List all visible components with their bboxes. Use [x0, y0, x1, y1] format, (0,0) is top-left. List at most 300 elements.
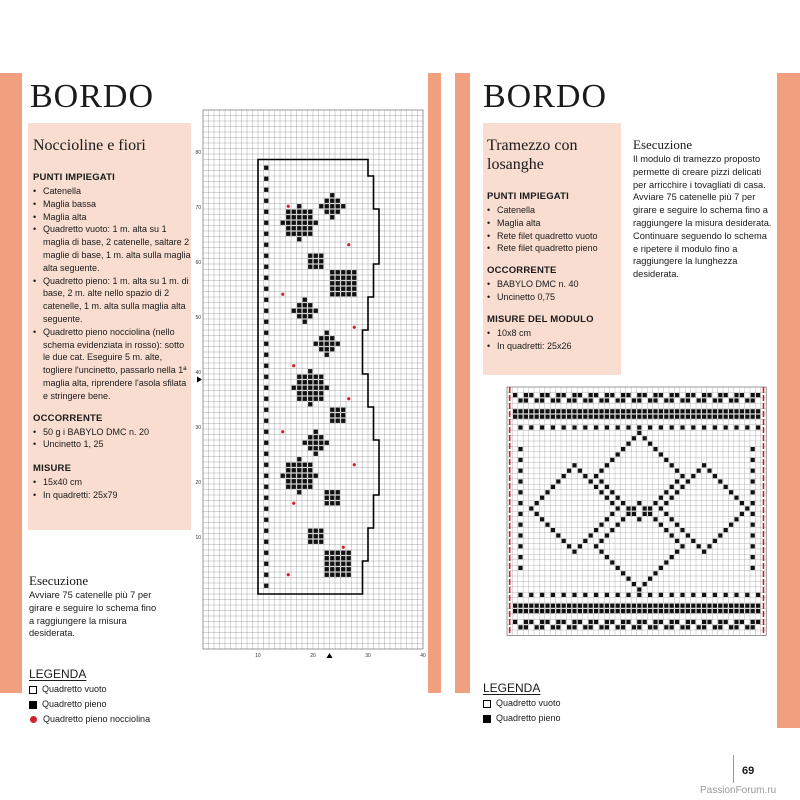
filled-cell	[325, 501, 329, 505]
filled-cell	[643, 415, 647, 419]
filled-cell	[325, 567, 329, 571]
filled-cell	[734, 393, 738, 397]
filled-cell	[653, 604, 657, 608]
filled-cell	[724, 528, 728, 532]
filled-cell	[594, 593, 598, 597]
filled-cell	[637, 431, 641, 435]
filled-cell	[518, 609, 522, 613]
y-tick-label: 80	[195, 150, 201, 156]
filled-cell	[319, 529, 323, 533]
filled-cell	[621, 517, 625, 521]
filled-cell	[336, 210, 340, 214]
filled-cell	[578, 415, 582, 419]
filled-cell	[751, 609, 755, 613]
filled-cell	[589, 604, 593, 608]
filled-cell	[540, 496, 544, 500]
filled-cell	[616, 415, 620, 419]
filled-cell	[281, 474, 285, 478]
filled-cell	[264, 232, 268, 236]
filled-cell	[325, 347, 329, 351]
filled-cell	[621, 625, 625, 629]
filled-cell	[594, 609, 598, 613]
filled-cell	[562, 415, 566, 419]
filled-cell	[686, 533, 690, 537]
filled-cell	[599, 523, 603, 527]
filled-cell	[330, 342, 334, 346]
filled-cell	[330, 292, 334, 296]
filled-cell	[314, 435, 318, 439]
filled-cell	[751, 490, 755, 494]
filled-cell	[330, 204, 334, 208]
filled-cell	[314, 375, 318, 379]
filled-cell	[264, 540, 268, 544]
filled-cell	[572, 604, 576, 608]
filled-cell	[632, 436, 636, 440]
filled-cell	[697, 409, 701, 413]
filled-cell	[264, 287, 268, 291]
filled-square-icon	[483, 715, 491, 723]
nocciolina-dot	[281, 293, 284, 296]
filled-cell	[325, 204, 329, 208]
filled-cell	[308, 303, 312, 307]
filled-cell	[292, 226, 296, 230]
filled-cell	[734, 609, 738, 613]
filled-cell	[626, 512, 630, 516]
filled-cell	[567, 469, 571, 473]
filled-cell	[308, 314, 312, 318]
filled-cell	[594, 415, 598, 419]
filled-cell	[680, 625, 684, 629]
filled-cell	[621, 415, 625, 419]
right-occorrente-heading: OCCORRENTE	[487, 265, 557, 277]
filled-cell	[292, 474, 296, 478]
left-punti-list	[33, 185, 191, 403]
legend-item: Quadretto vuoto	[29, 682, 150, 697]
filled-cell	[308, 468, 312, 472]
filled-cell	[264, 353, 268, 357]
filled-cell	[594, 544, 598, 548]
filled-cell	[718, 479, 722, 483]
side-arrow-icon	[197, 377, 202, 383]
y-tick-label: 70	[195, 205, 201, 211]
filled-cell	[325, 199, 329, 203]
filled-cell	[286, 226, 290, 230]
filled-cell	[551, 425, 555, 429]
filled-cell	[325, 496, 329, 500]
filled-cell	[518, 458, 522, 462]
filled-cell	[583, 593, 587, 597]
filled-cell	[518, 501, 522, 505]
filled-cell	[724, 415, 728, 419]
filled-cell	[670, 533, 674, 537]
filled-cell	[621, 409, 625, 413]
filled-cell	[524, 398, 528, 402]
filled-cell	[572, 625, 576, 629]
filled-cell	[616, 604, 620, 608]
filled-cell	[616, 625, 620, 629]
filled-cell	[664, 625, 668, 629]
filled-cell	[637, 625, 641, 629]
list-item: • Uncinetto 1, 25	[33, 438, 191, 451]
filled-cell	[292, 215, 296, 219]
filled-cell	[643, 604, 647, 608]
filled-cell	[347, 551, 351, 555]
filled-cell	[729, 490, 733, 494]
filled-cell	[702, 415, 706, 419]
filled-cell	[308, 380, 312, 384]
filled-cell	[297, 309, 301, 313]
filled-cell	[637, 425, 641, 429]
filled-cell	[610, 409, 614, 413]
filled-cell	[648, 625, 652, 629]
filled-cell	[578, 604, 582, 608]
list-item: • Maglia alta	[33, 211, 191, 224]
filled-cell	[729, 609, 733, 613]
filled-cell	[336, 287, 340, 291]
list-item: • Quadretto vuoto: 1 m. alta su 1 maglia di base, 2 catenelle, saltare 2 maglie di base, 1 m. alta sulla maglia alta seguente.	[33, 223, 191, 274]
filled-cell	[648, 398, 652, 402]
filled-cell	[336, 551, 340, 555]
filled-cell	[664, 560, 668, 564]
filled-cell	[589, 625, 593, 629]
filled-cell	[745, 625, 749, 629]
filled-cell	[718, 625, 722, 629]
filled-cell	[626, 442, 630, 446]
filled-cell	[589, 609, 593, 613]
filled-cell	[707, 544, 711, 548]
filled-cell	[286, 485, 290, 489]
list-item: • In quadretti: 25x79	[33, 489, 191, 502]
filled-cell	[303, 303, 307, 307]
filled-cell	[680, 409, 684, 413]
filled-cell	[540, 593, 544, 597]
empty-square-icon	[29, 686, 37, 694]
filled-cell	[653, 501, 657, 505]
filled-cell	[653, 415, 657, 419]
filled-cell	[632, 512, 636, 516]
filled-cell	[599, 398, 603, 402]
filled-cell	[308, 441, 312, 445]
filled-cell	[670, 496, 674, 500]
filled-cell	[341, 204, 345, 208]
filled-cell	[626, 506, 630, 510]
filled-cell	[319, 204, 323, 208]
filled-cell	[336, 567, 340, 571]
right-subtitle: Tramezzo con losanghe	[487, 137, 578, 173]
list-item: • 10x8 cm	[487, 327, 621, 340]
filled-cell	[686, 479, 690, 483]
filled-cell	[729, 604, 733, 608]
filled-cell	[551, 609, 555, 613]
filled-cell	[605, 415, 609, 419]
filled-cell	[589, 415, 593, 419]
filled-cell	[713, 425, 717, 429]
filled-cell	[707, 620, 711, 624]
filled-cell	[756, 609, 760, 613]
filled-cell	[724, 393, 728, 397]
filled-cell	[648, 506, 652, 510]
filled-cell	[303, 298, 307, 302]
filled-cell	[605, 425, 609, 429]
filled-cell	[264, 496, 268, 500]
filled-cell	[264, 551, 268, 555]
filled-cell	[572, 425, 576, 429]
filled-cell	[621, 501, 625, 505]
filled-cell	[567, 409, 571, 413]
filled-cell	[751, 415, 755, 419]
filled-cell	[724, 593, 728, 597]
filled-cell	[605, 593, 609, 597]
filled-cell	[707, 604, 711, 608]
filled-cell	[697, 604, 701, 608]
filled-cell	[325, 331, 329, 335]
filled-cell	[352, 270, 356, 274]
list-item: • Rete filet quadretto pieno	[487, 242, 621, 255]
filled-cell	[670, 409, 674, 413]
filled-cell	[341, 551, 345, 555]
filled-cell	[562, 620, 566, 624]
filled-cell	[626, 393, 630, 397]
filled-cell	[325, 551, 329, 555]
filled-cell	[303, 320, 307, 324]
filled-cell	[621, 447, 625, 451]
filled-cell	[599, 479, 603, 483]
filled-cell	[751, 604, 755, 608]
filled-cell	[518, 625, 522, 629]
filled-cell	[529, 620, 533, 624]
filled-cell	[303, 474, 307, 478]
filled-cell	[524, 609, 528, 613]
nocciolina-dot	[287, 573, 290, 576]
filled-cell	[670, 625, 674, 629]
nocciolina-dot	[353, 326, 356, 329]
filled-cell	[664, 409, 668, 413]
filled-cell	[319, 380, 323, 384]
filled-cell	[675, 609, 679, 613]
filled-cell	[610, 609, 614, 613]
filled-cell	[734, 409, 738, 413]
filled-cell	[691, 415, 695, 419]
filled-cell	[551, 604, 555, 608]
filled-cell	[551, 485, 555, 489]
filled-cell	[264, 276, 268, 280]
filled-cell	[616, 566, 620, 570]
filled-cell	[751, 620, 755, 624]
filled-cell	[341, 276, 345, 280]
filled-cell	[314, 386, 318, 390]
filled-cell	[675, 539, 679, 543]
filled-cell	[648, 442, 652, 446]
filled-cell	[756, 620, 760, 624]
filled-cell	[347, 562, 351, 566]
filled-cell	[264, 199, 268, 203]
filled-cell	[686, 609, 690, 613]
right-legend-heading: LEGENDA	[483, 681, 541, 695]
filled-cell	[325, 562, 329, 566]
filled-cell	[691, 620, 695, 624]
filled-cell	[616, 593, 620, 597]
filled-cell	[303, 375, 307, 379]
filled-cell	[686, 415, 690, 419]
filled-cell	[632, 625, 636, 629]
filled-cell	[610, 512, 614, 516]
filled-cell	[648, 609, 652, 613]
legend-item: Quadretto vuoto	[483, 696, 561, 711]
filled-cell	[680, 425, 684, 429]
filled-cell	[653, 609, 657, 613]
filled-cell	[621, 393, 625, 397]
filled-cell	[702, 425, 706, 429]
filled-cell	[610, 604, 614, 608]
filled-cell	[556, 620, 560, 624]
filled-cell	[545, 609, 549, 613]
filled-cell	[303, 386, 307, 390]
filled-cell	[691, 539, 695, 543]
filled-cell	[292, 463, 296, 467]
filled-cell	[626, 620, 630, 624]
filled-cell	[551, 409, 555, 413]
filled-cell	[292, 479, 296, 483]
filled-cell	[691, 604, 695, 608]
filled-cell	[319, 336, 323, 340]
filled-cell	[583, 609, 587, 613]
filled-cell	[341, 567, 345, 571]
filled-cell	[336, 413, 340, 417]
filled-cell	[583, 474, 587, 478]
filled-cell	[341, 556, 345, 560]
filled-cell	[643, 393, 647, 397]
filled-cell	[734, 398, 738, 402]
filled-cell	[605, 620, 609, 624]
filled-cell	[702, 625, 706, 629]
filled-cell	[567, 415, 571, 419]
filled-cell	[610, 458, 614, 462]
filled-cell	[556, 533, 560, 537]
filled-cell	[637, 620, 641, 624]
left-misure-list	[33, 476, 191, 502]
filled-cell	[292, 485, 296, 489]
filled-cell	[303, 397, 307, 401]
filled-cell	[292, 309, 296, 313]
filled-cell	[680, 604, 684, 608]
filled-cell	[308, 375, 312, 379]
nocciolina-dot	[292, 502, 295, 505]
filled-cell	[567, 609, 571, 613]
filled-cell	[545, 604, 549, 608]
filled-cell	[303, 441, 307, 445]
filled-cell	[562, 474, 566, 478]
filled-cell	[330, 281, 334, 285]
filled-cell	[518, 415, 522, 419]
filled-cell	[605, 496, 609, 500]
filled-cell	[664, 415, 668, 419]
y-tick-label: 30	[195, 425, 201, 431]
filled-cell	[352, 287, 356, 291]
page-number: 69	[742, 765, 755, 777]
filled-cell	[314, 221, 318, 225]
filled-cell	[292, 232, 296, 236]
filled-cell	[264, 573, 268, 577]
filled-cell	[697, 398, 701, 402]
filled-cell	[599, 539, 603, 543]
filled-cell	[610, 620, 614, 624]
filled-cell	[751, 555, 755, 559]
filled-cell	[292, 468, 296, 472]
filled-cell	[303, 468, 307, 472]
left-occorrente-heading: OCCORRENTE	[33, 412, 103, 424]
filled-cell	[621, 620, 625, 624]
filled-cell	[308, 391, 312, 395]
filled-cell	[734, 620, 738, 624]
filled-cell	[264, 177, 268, 181]
filled-cell	[336, 204, 340, 208]
filled-cell	[308, 474, 312, 478]
filled-cell	[697, 415, 701, 419]
filled-cell	[734, 415, 738, 419]
filled-cell	[319, 259, 323, 263]
filled-cell	[605, 393, 609, 397]
filled-cell	[336, 276, 340, 280]
filled-cell	[637, 604, 641, 608]
filled-cell	[347, 292, 351, 296]
filled-cell	[297, 463, 301, 467]
filled-cell	[297, 226, 301, 230]
filled-cell	[697, 625, 701, 629]
filled-cell	[616, 609, 620, 613]
filled-cell	[513, 604, 517, 608]
filled-cell	[751, 625, 755, 629]
filled-cell	[594, 409, 598, 413]
filled-cell	[341, 292, 345, 296]
filled-cell	[562, 604, 566, 608]
filled-cell	[680, 609, 684, 613]
filled-cell	[637, 517, 641, 521]
filled-cell	[330, 193, 334, 197]
filled-cell	[626, 409, 630, 413]
filled-cell	[292, 210, 296, 214]
filled-cell	[297, 232, 301, 236]
filled-cell	[556, 393, 560, 397]
filled-cell	[330, 567, 334, 571]
filled-cell	[713, 474, 717, 478]
filled-cell	[264, 364, 268, 368]
filled-cell	[653, 409, 657, 413]
filled-cell	[336, 490, 340, 494]
filled-cell	[264, 507, 268, 511]
filled-cell	[264, 452, 268, 456]
center-arrow-icon	[327, 653, 333, 658]
legend-item: Quadretto pieno nocciolina	[29, 712, 150, 727]
filled-cell	[513, 609, 517, 613]
filled-cell	[535, 409, 539, 413]
y-tick-label: 40	[195, 370, 201, 376]
right-punti-heading: PUNTI IMPIEGATI	[487, 191, 569, 202]
filled-cell	[718, 620, 722, 624]
filled-cell	[572, 393, 576, 397]
filled-cell	[691, 474, 695, 478]
filled-cell	[729, 398, 733, 402]
filled-cell	[524, 415, 528, 419]
left-punti-heading: PUNTI IMPIEGATI	[33, 172, 115, 183]
filled-cell	[691, 425, 695, 429]
filled-cell	[314, 540, 318, 544]
filled-cell	[336, 342, 340, 346]
filled-cell	[648, 415, 652, 419]
filled-cell	[540, 415, 544, 419]
filled-cell	[308, 215, 312, 219]
filled-cell	[336, 556, 340, 560]
filled-cell	[751, 512, 755, 516]
